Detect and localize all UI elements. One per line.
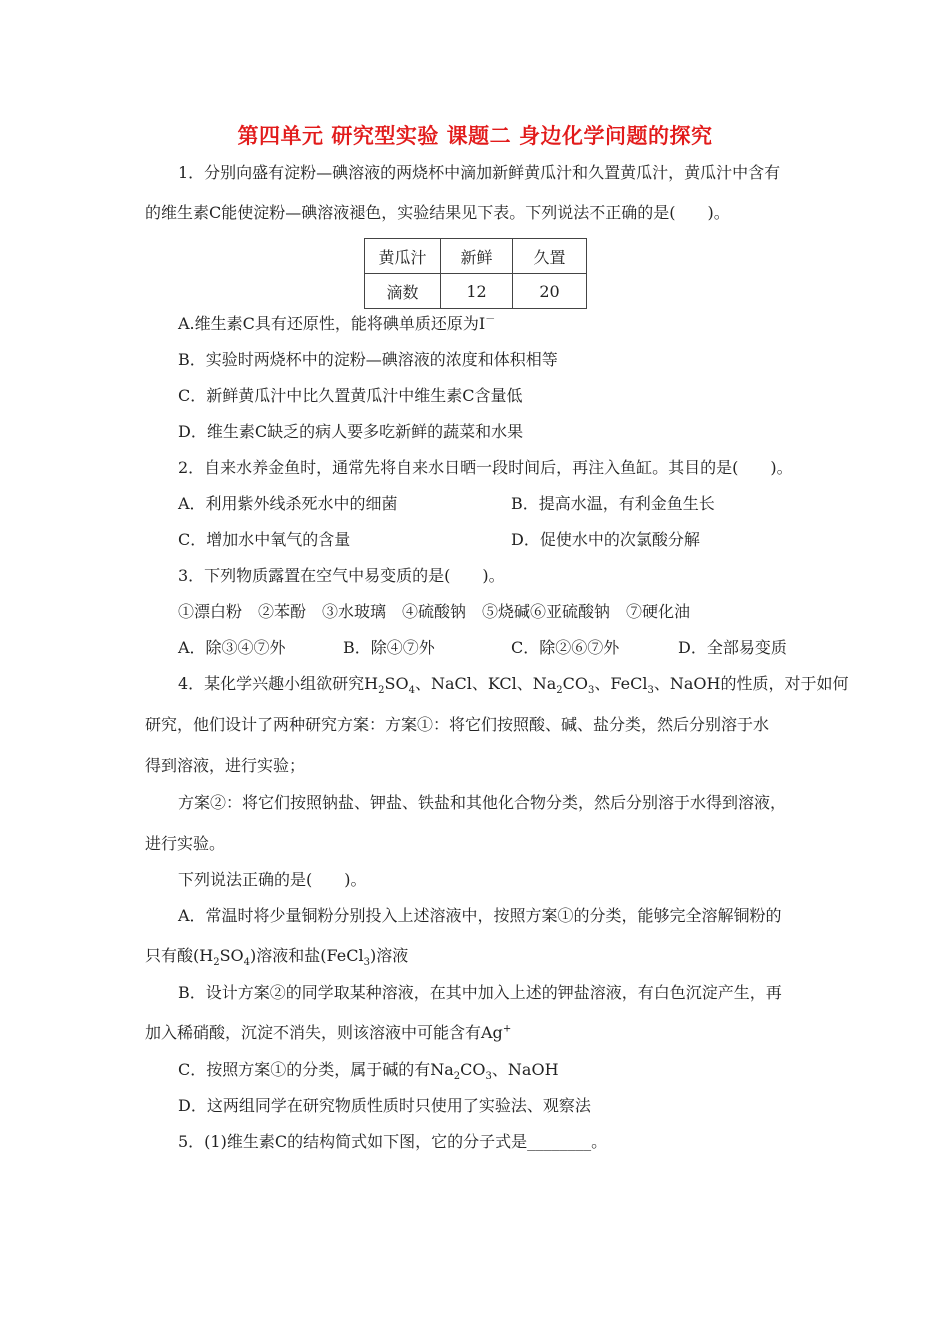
q4-stem-line3: 得到溶液，进行实验； <box>145 756 306 775</box>
text-run: C．按照方案①的分类，属于碱的有Na <box>178 1060 454 1079</box>
subscript: 2 <box>213 957 220 969</box>
text-run: 、FeCl <box>594 674 648 693</box>
q4-option-a-line1: A．常温时将少量铜粉分别投入上述溶液中，按照方案①的分类，能够完全溶解铜粉的 <box>178 906 782 925</box>
subscript: 3 <box>363 957 370 969</box>
table-row <box>365 239 587 274</box>
q1-option-a-sup: － <box>485 314 496 326</box>
subscript: 2 <box>378 685 385 697</box>
q3-items: ①漂白粉 ②苯酚 ③水玻璃 ④硫酸钠 ⑤烧碱⑥亚硫酸钠 ⑦硬化油 <box>178 602 691 621</box>
q4-question: 下列说法正确的是( )。 <box>178 870 367 889</box>
table-cell: 12 <box>441 274 513 309</box>
subscript: 3 <box>588 685 595 697</box>
text-run: 、NaOH <box>491 1060 559 1079</box>
q2-option-d: D．促使水中的次氯酸分解 <box>511 530 700 549</box>
q2-option-a: A．利用紫外线杀死水中的细菌 <box>178 494 398 513</box>
q1-option-c: C．新鲜黄瓜汁中比久置黄瓜汁中维生素C含量低 <box>178 386 523 405</box>
q4-option-a-line2 <box>145 945 408 967</box>
q1-stem-line1: 1．分别向盛有淀粉—碘溶液的两烧杯中滴加新鲜黄瓜汁和久置黄瓜汁，黄瓜汁中含有 <box>178 163 781 182</box>
q4-stem-line1 <box>178 673 848 695</box>
page-title: 第四单元 研究型实验 课题二 身边化学问题的探究 <box>237 124 713 148</box>
subscript: 3 <box>647 685 654 697</box>
text-run: SO <box>219 946 244 965</box>
text-run: CO <box>460 1060 486 1079</box>
q1-option-a-text: A.维生素C具有还原性，能将碘单质还原为I <box>178 314 486 333</box>
subscript: 3 <box>485 1071 492 1083</box>
q4-option-d: D．这两组同学在研究物质性质时只使用了实验法、观察法 <box>178 1096 591 1115</box>
text-run: 、NaCl、KCl、Na <box>414 674 557 693</box>
q3-option-a: A．除③④⑦外 <box>178 638 286 657</box>
q3-option-d: D．全部易变质 <box>678 638 787 657</box>
subscript: 2 <box>556 685 563 697</box>
q3-stem: 3．下列物质露置在空气中易变质的是( )。 <box>178 566 505 585</box>
text-run: 、NaOH的性质，对于如何 <box>653 674 849 693</box>
table-header-cell: 黄瓜汁 <box>365 239 441 274</box>
table-row <box>365 274 587 309</box>
superscript: + <box>502 1023 512 1035</box>
subscript: 2 <box>453 1071 461 1083</box>
q4-stem-line4: 方案②：将它们按照钠盐、钾盐、铁盐和其他化合物分类，然后分别溶于水得到溶液， <box>178 793 787 812</box>
table-cell: 20 <box>513 274 587 309</box>
text-run: 只有酸(H <box>145 946 214 965</box>
q1-stem-line2: 的维生素C能使淀粉—碘溶液褪色，实验结果见下表。下列说法不正确的是( )。 <box>145 203 730 222</box>
text-run: 加入稀硝酸，沉淀不消失，则该溶液中可能含有Ag <box>145 1023 503 1042</box>
q3-option-c: C．除②⑥⑦外 <box>511 638 620 657</box>
text-run: )溶液和盐(FeCl <box>250 946 364 965</box>
q2-option-b: B．提高水温，有利金鱼生长 <box>511 494 715 513</box>
text-run: 4．某化学兴趣小组欲研究H <box>178 674 379 693</box>
q2-stem: 2．自来水养金鱼时，通常先将自来水日晒一段时间后，再注入鱼缸。其目的是( )。 <box>178 458 793 477</box>
table-header-cell: 久置 <box>513 239 587 274</box>
q2-option-c: C．增加水中氧气的含量 <box>178 530 351 549</box>
q1-option-d: D．维生素C缺乏的病人要多吃新鲜的蔬菜和水果 <box>178 422 524 441</box>
subscript: 4 <box>408 685 415 697</box>
table-header-cell: 新鲜 <box>441 239 513 274</box>
text-run: )溶液 <box>369 946 409 965</box>
q1-option-a <box>178 313 495 335</box>
q1-table <box>364 238 587 309</box>
text-run: CO <box>562 674 589 693</box>
q5-stem: 5．(1)维生素C的结构简式如下图，它的分子式是________。 <box>178 1132 608 1151</box>
q4-stem-line2: 研究，他们设计了两种研究方案：方案①：将它们按照酸、碱、盐分类，然后分别溶于水 <box>145 715 770 734</box>
q4-stem-line5: 进行实验。 <box>145 834 226 853</box>
q3-option-b: B．除④⑦外 <box>343 638 435 657</box>
text-run: SO <box>384 674 409 693</box>
subscript: 4 <box>243 957 251 969</box>
q1-option-b: B．实验时两烧杯中的淀粉—碘溶液的浓度和体积相等 <box>178 350 558 369</box>
q4-option-b-line2 <box>145 1022 511 1044</box>
q4-option-c <box>178 1059 559 1081</box>
q4-option-b-line1: B．设计方案②的同学取某种溶液，在其中加入上述的钾盐溶液，有白色沉淀产生，再 <box>178 983 782 1002</box>
table-cell: 滴数 <box>365 274 441 309</box>
